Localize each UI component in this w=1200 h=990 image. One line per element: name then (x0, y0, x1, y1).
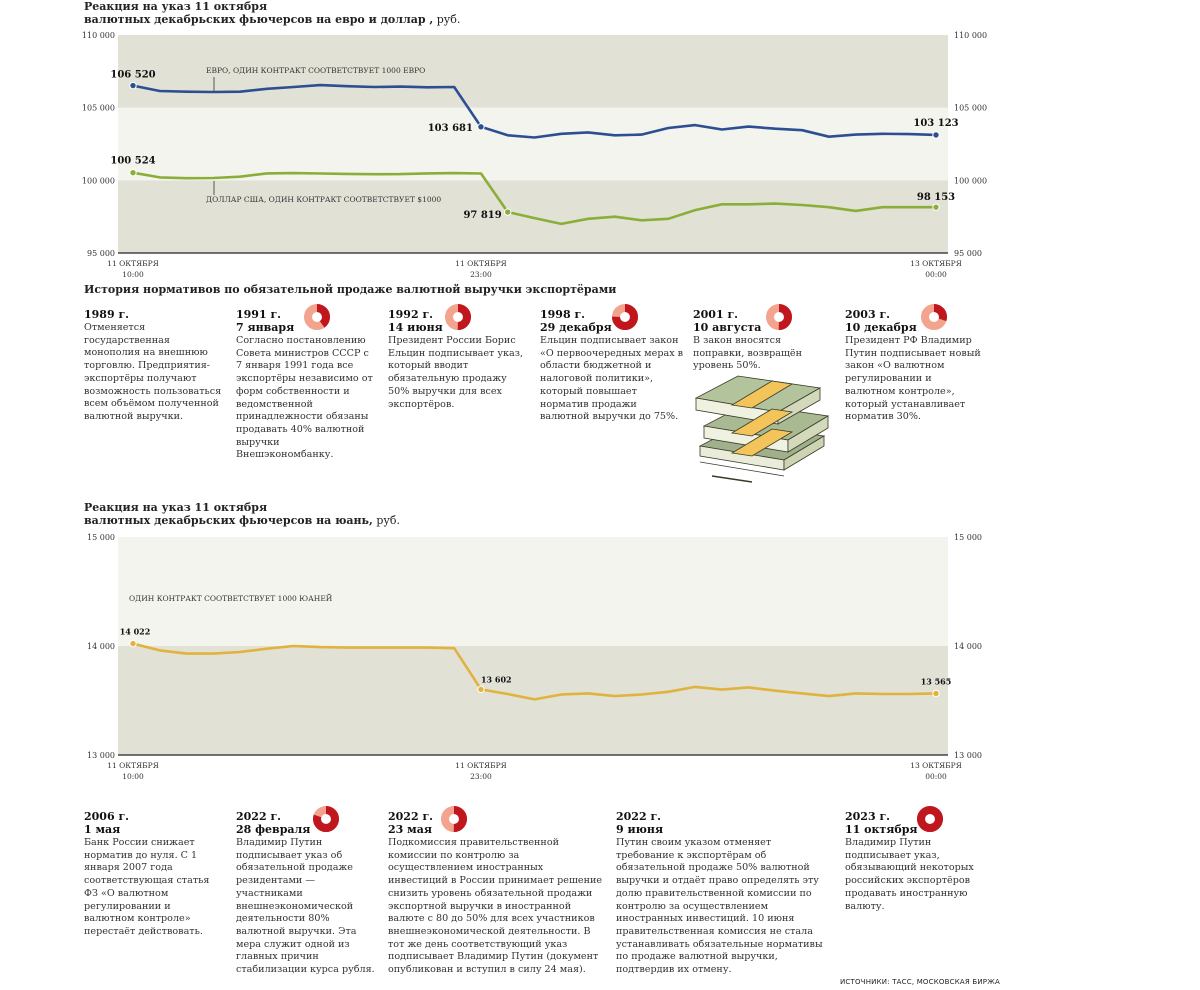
history-item (236, 810, 378, 977)
data-label-usd: 98 153 (916, 192, 956, 204)
y-tick-label-right: 95 000 (954, 249, 982, 258)
share-donut-icon (304, 304, 330, 330)
share-donut-wrapper (441, 806, 467, 836)
data-point-yuan (478, 686, 484, 692)
share-donut-wrapper (921, 304, 947, 334)
x-tick-label: 11 ОКТЯБРЯ (107, 259, 159, 268)
history-item (845, 810, 975, 913)
fx-futures-chart-euro-usd (0, 25, 1200, 285)
history-year: 2001 г. (693, 308, 739, 321)
y-tick-label-left: 14 000 (87, 642, 115, 651)
x-tick-label-time: 10:00 (122, 772, 144, 781)
y-tick-label-right: 100 000 (954, 176, 988, 186)
history-date: 28 февраля (236, 823, 311, 836)
history-year: 1991 г. (236, 308, 282, 321)
x-tick-label-time: 10:00 (122, 270, 144, 279)
top-chart-title (84, 0, 684, 26)
y-tick-label-left: 105 000 (81, 103, 115, 113)
history-item (84, 810, 224, 939)
y-tick-label-left: 15 000 (87, 533, 115, 542)
history-date: 10 декабря (845, 321, 917, 334)
source-note: ИСТОЧНИКИ: ТАСС, МОСКОВСКАЯ БИРЖА (840, 978, 1000, 986)
history-year: 2022 г. (616, 810, 662, 823)
data-point-euro (478, 124, 484, 130)
history-item (84, 308, 224, 424)
data-label-euro: 103 123 (913, 117, 959, 129)
plot-band-0 (118, 646, 948, 755)
bottom-chart-title-line1: Реакция на указ 11 октября (84, 501, 268, 514)
x-tick-label-time: 23:00 (470, 772, 492, 781)
history-year: 2022 г. (236, 810, 282, 823)
share-donut-icon (612, 304, 638, 330)
history-year: 1989 г. (84, 308, 130, 321)
x-tick-label: 13 ОКТЯБРЯ (910, 761, 962, 770)
money-stack-illustration (692, 362, 832, 484)
share-donut-icon (445, 304, 471, 330)
share-donut-icon (441, 806, 467, 832)
history-text: Согласно постановлению Совета министров СССР с 7 января 1991 года все экспортёры независимо от форм собственности и ведомственной принадлежности обязаны продавать 40% валютной выручки Внешэкономбанку. (236, 335, 373, 461)
history-date: 9 июня (616, 823, 664, 836)
history-title: История нормативов по обязательной продаже валютной выручки экспортёрами (84, 283, 617, 296)
y-tick-label-right: 110 000 (954, 31, 988, 40)
top-chart-unit: руб. (433, 13, 461, 26)
history-date: 14 июня (388, 321, 443, 334)
history-year: 1992 г. (388, 308, 434, 321)
history-text: Президент России Борис Ельцин подписывает указ, который вводит обязательную продажу 50% выручки для всех экспортёров. (388, 335, 524, 410)
share-donut-wrapper (766, 304, 792, 334)
data-label-yuan: 13 602 (480, 674, 512, 685)
share-donut-icon (313, 806, 339, 832)
share-donut-wrapper (304, 304, 330, 334)
data-point-yuan (933, 690, 939, 696)
fx-futures-chart-yuan (0, 525, 1200, 785)
history-text: Владимир Путин подписывает указ, обязывающий некоторых российских экспортёров продавать иностранную валюту. (845, 837, 974, 912)
data-point-yuan (130, 640, 136, 646)
history-text: Ельцин подписывает закон «О первоочередных мерах в области бюджетной и налоговой политики», который повышает норматив продажи валютной выручки до 75%. (540, 335, 684, 423)
series-legend-euro: ЕВРО, ОДИН КОНТРАКТ СООТВЕТСТВУЕТ 1000 ЕВРО (206, 66, 426, 75)
plot-band-1 (118, 108, 948, 181)
history-year: 2006 г. (84, 810, 130, 823)
history-date: 29 декабря (540, 321, 612, 334)
data-point-usd (505, 209, 511, 215)
x-tick-label: 11 ОКТЯБРЯ (455, 259, 507, 268)
history-text: Владимир Путин подписывает указ об обязательной продаже резидентами — участниками внешнеэкономической деятельности 80% валютной выручки. Эта мера служит одной из главных причин стабилизации курса рубля. (236, 837, 375, 976)
donut-share (921, 810, 939, 828)
history-text: Путин своим указом отменяет требование к экспортёрам об обязательной продаже 50% валютной выручки и отдаёт право определять эту долю правительственной комиссии по контролю за осуществлением иностранных инвестиций. 10 июня правительственная комиссия не стала устанавливать обязательные нормативы по продаже валютной выручки, подтвердив их отмену. (616, 837, 823, 976)
history-date: 10 августа (693, 321, 762, 334)
history-item (388, 810, 603, 977)
series-legend-usd: ДОЛЛАР США, ОДИН КОНТРАКТ СООТВЕТСТВУЕТ $1000 (206, 195, 442, 204)
history-year: 2003 г. (845, 308, 891, 321)
data-point-euro (130, 82, 136, 88)
y-tick-label-left: 13 000 (87, 751, 115, 760)
history-year: 2022 г. (388, 810, 434, 823)
x-tick-label-time: 23:00 (470, 270, 492, 279)
x-tick-label: 13 ОКТЯБРЯ (910, 259, 962, 268)
history-text: Подкомиссия правительственной комиссии по контролю за осуществлением иностранных инвестиций в России принимает решение снизить уровень обязательной продажи экспортной выручки в иностранной валюте с 80 до 50% для всех участников внешнеэкономической деятельности. В тот же день соответствующий указ подписывает Владимир Путин (документ опубликован и вступил в силу 24 мая). (388, 837, 603, 976)
x-tick-label-time: 00:00 (925, 270, 947, 279)
history-text: Отменяется государственная монополия на внешнюю торговлю. Предприятия-экспортёры получают возможность пользоваться всем объёмом полученной валютной выручки. (84, 322, 222, 422)
history-date: 7 января (236, 321, 295, 334)
bottom-chart-title-line2: валютных декабрьских фьючерсов на юань, (84, 514, 373, 527)
history-text: Президент РФ Владимир Путин подписывает новый закон «О валютном регулировании и валютном контроле», который устанавливает норматив 30%. (845, 335, 981, 423)
share-donut-icon (921, 304, 947, 330)
x-tick-label-time: 00:00 (925, 772, 947, 781)
share-donut-icon (917, 806, 943, 832)
data-label-usd: 100 524 (110, 155, 156, 167)
history-date: 23 мая (388, 823, 432, 836)
share-donut-icon (766, 304, 792, 330)
share-donut-wrapper (917, 806, 943, 836)
share-donut-wrapper (313, 806, 339, 836)
x-tick-label: 11 ОКТЯБРЯ (107, 761, 159, 770)
history-year: 1998 г. (540, 308, 586, 321)
y-tick-label-right: 14 000 (954, 642, 982, 651)
data-label-euro: 106 520 (110, 69, 156, 81)
history-text: В закон вносятся поправки, возвращён уровень 50%. (693, 335, 802, 372)
y-tick-label-left: 110 000 (81, 31, 115, 40)
plot-band-1 (118, 537, 948, 646)
data-label-usd: 97 819 (463, 210, 502, 222)
y-tick-label-left: 95 000 (87, 249, 115, 258)
history-date: 11 октября (845, 823, 918, 836)
history-text: Банк России снижает норматив до нуля. С 1 января 2007 года соответствующая статья ФЗ «О валютном регулировании и валютном контроле» перестаёт действовать. (84, 837, 210, 937)
top-chart-title-line1: Реакция на указ 11 октября (84, 0, 268, 13)
data-label-yuan: 14 022 (119, 626, 151, 637)
history-item (616, 810, 831, 977)
data-label-yuan: 13 565 (920, 676, 952, 687)
top-chart-title-line2: валютных декабрьских фьючерсов на евро и доллар , (84, 13, 434, 26)
y-tick-label-right: 13 000 (954, 751, 982, 760)
series-legend-yuan: ОДИН КОНТРАКТ СООТВЕТСТВУЕТ 1000 ЮАНЕЙ (129, 594, 333, 603)
history-date: 1 мая (84, 823, 121, 836)
data-label-euro: 103 681 (427, 122, 473, 134)
history-item (845, 308, 985, 424)
data-point-usd (130, 170, 136, 176)
data-point-usd (933, 204, 939, 210)
y-tick-label-left: 100 000 (81, 176, 115, 186)
y-tick-label-right: 15 000 (954, 533, 982, 542)
share-donut-wrapper (445, 304, 471, 334)
history-year: 2023 г. (845, 810, 891, 823)
y-tick-label-right: 105 000 (954, 103, 988, 113)
bottom-chart-title (84, 501, 684, 527)
data-point-euro (933, 132, 939, 138)
x-tick-label: 11 ОКТЯБРЯ (455, 761, 507, 770)
bottom-chart-unit: руб. (372, 514, 400, 527)
share-donut-wrapper (612, 304, 638, 334)
